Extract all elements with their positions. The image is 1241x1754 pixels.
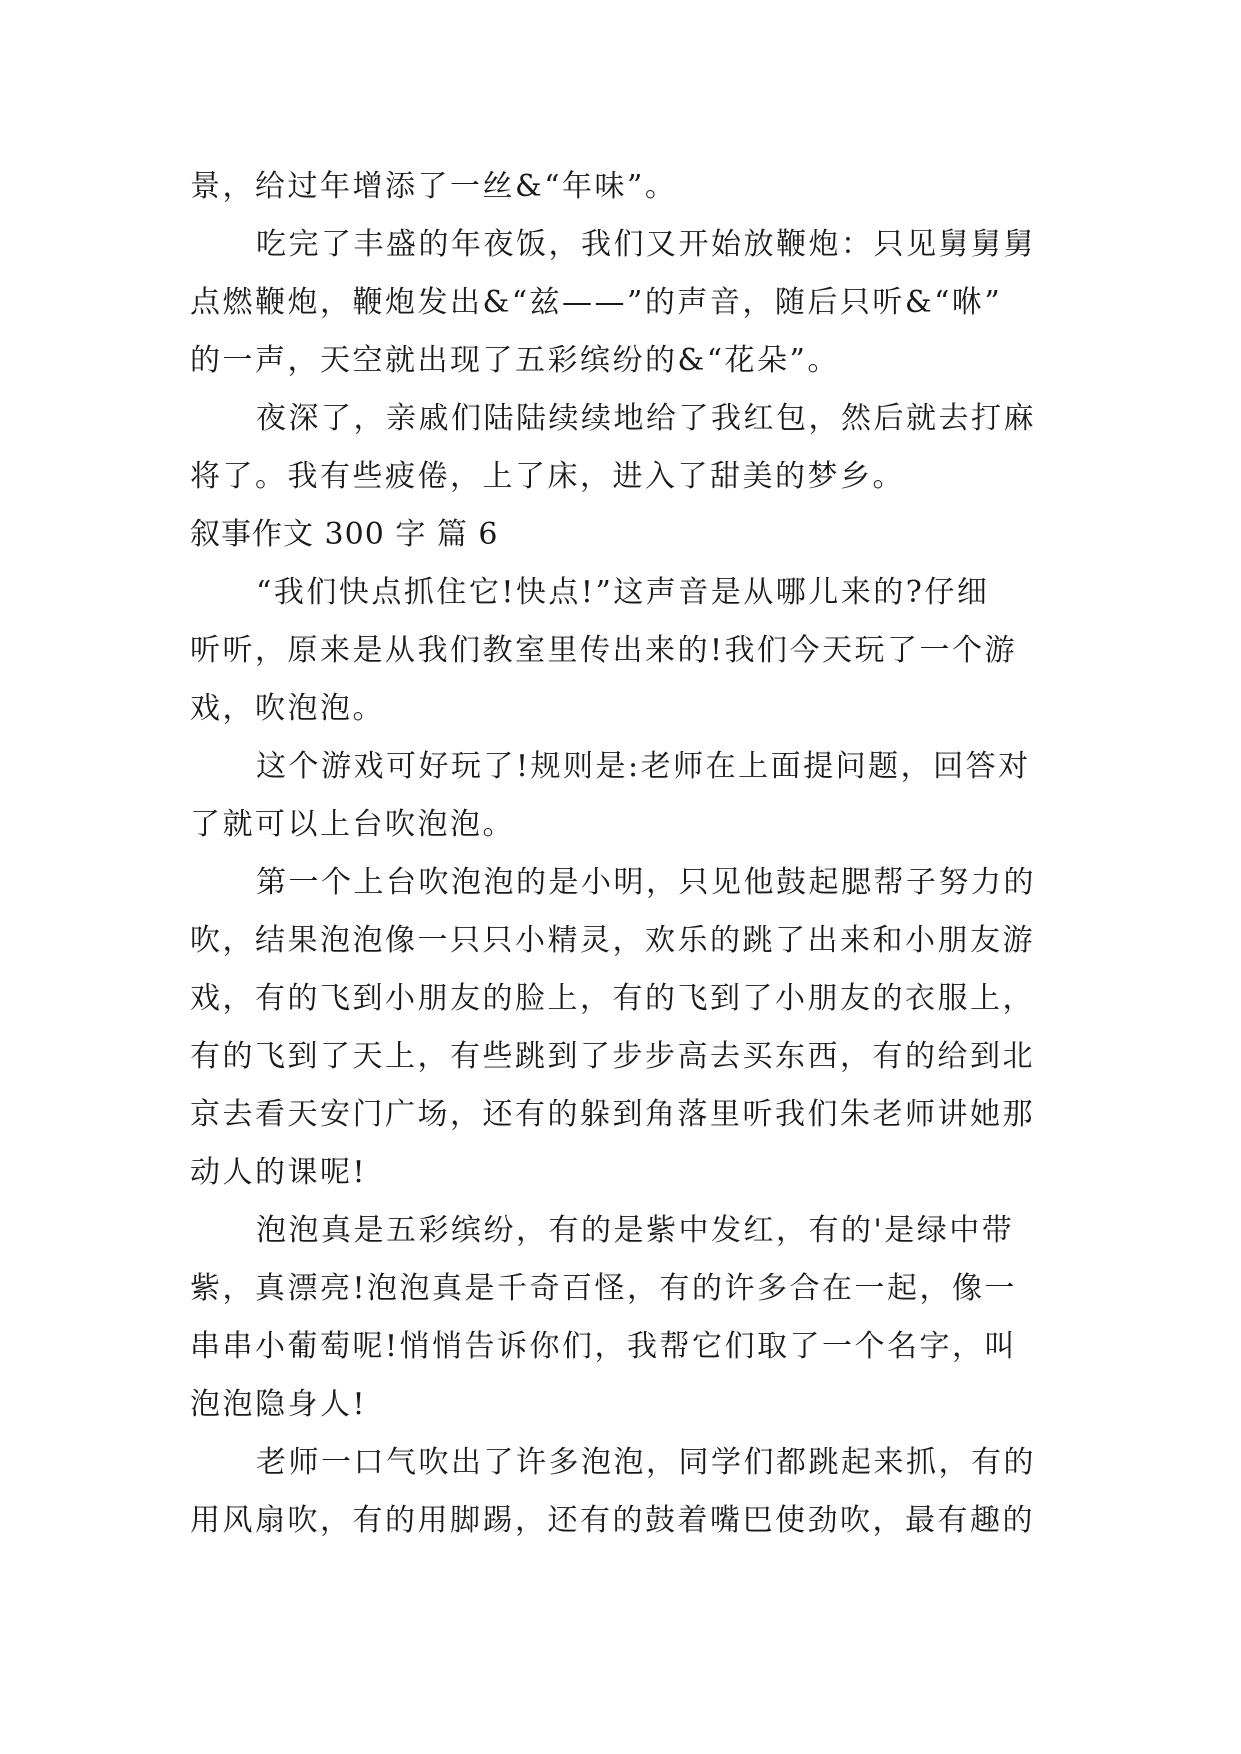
text-line: 动人的课呢! bbox=[190, 1155, 368, 1190]
text-line: 点燃鞭炮，鞭炮发出&“兹——”的声音，随后只听&“咻” bbox=[190, 285, 1003, 320]
text-line: 用风扇吹，有的用脚踢，还有的鼓着嘴巴使劲吹，最有趣的 bbox=[190, 1503, 1035, 1538]
text-line: 老师一口气吹出了许多泡泡，同学们都跳起来抓，有的 bbox=[256, 1445, 1036, 1480]
text-line: 京去看天安门广场，还有的躲到角落里听我们朱老师讲她那 bbox=[190, 1097, 1035, 1132]
text-line: 的一声，天空就出现了五彩缤纷的&“花朵”。 bbox=[190, 343, 840, 378]
text-line: 紫，真漂亮!泡泡真是千奇百怪，有的许多合在一起，像一 bbox=[190, 1271, 1018, 1306]
text-line: 将了。我有些疲倦，上了床，进入了甜美的梦乡。 bbox=[190, 459, 905, 494]
text-line: 夜深了，亲戚们陆陆续续地给了我红包，然后就去打麻 bbox=[256, 401, 1036, 436]
text-line: 串串小葡萄呢!悄悄告诉你们，我帮它们取了一个名字，叫 bbox=[190, 1329, 1018, 1364]
text-line: 戏，有的飞到小朋友的脸上，有的飞到了小朋友的衣服上， bbox=[190, 981, 1035, 1016]
text-line: 这个游戏可好玩了!规则是:老师在上面提问题，回答对 bbox=[256, 749, 1031, 784]
text-line: 第一个上台吹泡泡的是小明，只见他鼓起腮帮子努力的 bbox=[256, 865, 1036, 900]
text-line: 泡泡真是五彩缤纷，有的是紫中发红，有的'是绿中带 bbox=[256, 1213, 1015, 1248]
text-line: 吹，结果泡泡像一只只小精灵，欢乐的跳了出来和小朋友游 bbox=[190, 923, 1035, 958]
text-line: 听听，原来是从我们教室里传出来的!我们今天玩了一个游 bbox=[190, 633, 1018, 668]
text-line: 吃完了丰盛的年夜饭，我们又开始放鞭炮：只见舅舅舅 bbox=[256, 227, 1036, 262]
document-body bbox=[190, 158, 1070, 1550]
text-line: “我们快点抓住它!快点!”这声音是从哪儿来的?仔细 bbox=[256, 575, 990, 610]
section-heading: 叙事作文 300 字 篇 6 bbox=[190, 517, 499, 552]
text-line: 泡泡隐身人! bbox=[190, 1387, 368, 1422]
text-line: 有的飞到了天上，有些跳到了步步高去买东西，有的给到北 bbox=[190, 1039, 1035, 1074]
text-line: 了就可以上台吹泡泡。 bbox=[190, 807, 515, 842]
text-line: 景，给过年增添了一丝&“年味”。 bbox=[190, 169, 678, 204]
text-line: 戏，吹泡泡。 bbox=[190, 691, 385, 726]
